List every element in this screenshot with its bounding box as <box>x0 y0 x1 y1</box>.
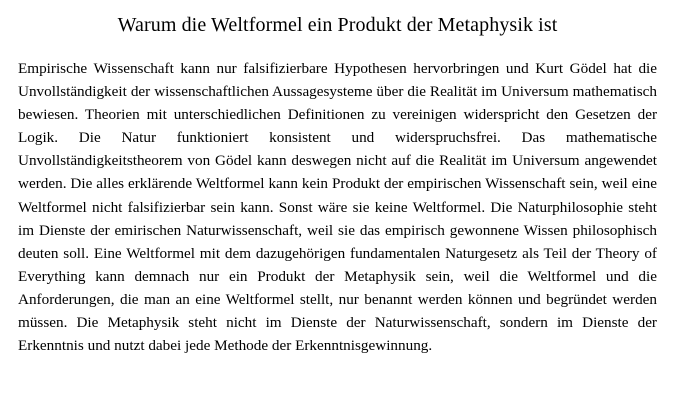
page-title: Warum die Weltformel ein Produkt der Metaphysik ist <box>117 14 558 36</box>
document-body <box>18 57 657 357</box>
body-paragraph: Empirische Wissenschaft kann nur falsifizierbare Hypothesen hervorbringen und Kurt Gödel hat die Unvollständigkeit der wissenschaftlichen Aussagesysteme über die Realität im Universum mathematisch bewiesen. Theorien mit unterschiedlichen Definitionen zu vereinigen widerspricht den Gesetzen der Logik. Die Natur funktioniert konsistent und widerspruchsfrei. Das mathematische Unvollständigkeitstheorem von Gödel kann deswegen nicht auf die Realität im Universum angewendet werden. Die alles erklärende Weltformel kann kein Produkt der empirischen Wissenschaft sein, weil eine Weltformel nicht falsifizierbar sein kann. Sonst wäre sie keine Weltformel. Die Naturphilosophie steht im Dienste der emirischen Naturwissenschaft, weil sie das empirisch gewonnene Wissen philosophisch deuten soll. Eine Weltformel mit dem dazugehörigen fundamentalen Naturgesetz als Teil der Theory of Everything kann demnach nur ein Produkt der Metaphysik sein, weil die Weltformel und die Anforderungen, die man an eine Weltformel stellt, nur benannt werden können und begründet werden müssen. Die Metaphysik steht nicht im Dienste der Naturwissenschaft, sondern im Dienste der Erkenntnis und nutzt dabei jede Methode der Erkenntnisgewinnung. <box>18 60 657 355</box>
